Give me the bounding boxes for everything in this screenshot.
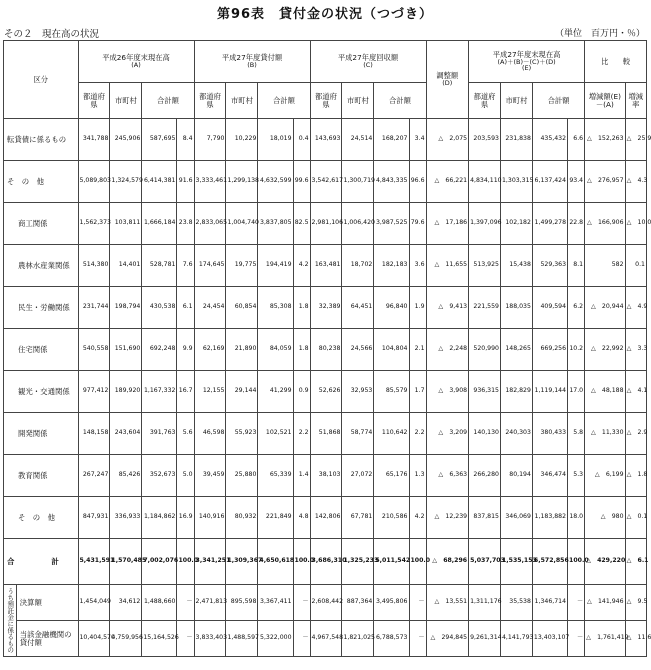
cell-value: 99.6 <box>293 161 310 203</box>
cell-value: 151,690 <box>110 329 142 371</box>
cell-value: 0.1 <box>625 245 646 287</box>
cell-value: 1,303,315 <box>501 161 533 203</box>
cell-value: 5.3 <box>568 455 585 497</box>
cell-value: 7,790 <box>194 119 226 161</box>
cell-value: 2,833,065 <box>194 203 226 245</box>
table-row <box>4 119 647 161</box>
cell-value: 4,632,599 <box>258 161 293 203</box>
cell-value: 6,137,424 <box>532 161 567 203</box>
cell-value: 1,821,025 <box>342 621 374 657</box>
cell-value: 341,788 <box>78 119 110 161</box>
cell-value: 67,781 <box>342 497 374 539</box>
cell-value: △ 980 <box>585 497 625 539</box>
row-label: 決算額 <box>16 585 78 621</box>
cell-value: 189,920 <box>110 371 142 413</box>
cell-value: 3,686,310 <box>310 539 342 585</box>
cell-value: 3,987,525 <box>374 203 409 245</box>
cell-value: 5,037,703 <box>469 539 501 585</box>
cell-value: 895,598 <box>226 585 258 621</box>
cell-value: 10.2 <box>568 329 585 371</box>
cell-value: 4,759,956 <box>110 621 142 657</box>
cell-value: 5,322,000 <box>258 621 293 657</box>
cell-value: △ 166,906 <box>585 203 625 245</box>
header-g5: 平成27年度末現在高 (A)＋(B)－(C)＋(D) (E) <box>469 41 585 83</box>
cell-value: 93.4 <box>568 161 585 203</box>
cell-value: 4.2 <box>409 497 426 539</box>
cell-value: 1,488,660 <box>142 585 177 621</box>
table-row <box>4 497 647 539</box>
cell-value: 3,341,251 <box>194 539 226 585</box>
row-label: 転貸債に係るもの <box>4 119 79 161</box>
cell-value: 100.0 <box>409 539 426 585</box>
cell-value: △ 22,992 <box>585 329 625 371</box>
cell-value: 528,781 <box>142 245 177 287</box>
cell-value: △ 68,296 <box>426 539 469 585</box>
cell-value: 1,666,184 <box>142 203 177 245</box>
cell-value: 85,579 <box>374 371 409 413</box>
cell-value: 1,183,882 <box>532 497 567 539</box>
cell-value: △ 10.0 <box>625 203 646 245</box>
cell-value: △ 4.9 <box>625 287 646 329</box>
cell-value: 104,804 <box>374 329 409 371</box>
table-row <box>4 621 647 657</box>
cell-value: 60,854 <box>226 287 258 329</box>
subtitle: その２ 現在高の状況 <box>4 29 100 40</box>
cell-value: 3,542,617 <box>310 161 342 203</box>
cell-value: △ 11,330 <box>585 413 625 455</box>
cell-value: 0.4 <box>293 119 310 161</box>
cell-value: 1,119,144 <box>532 371 567 413</box>
cell-value: 1,488,597 <box>226 621 258 657</box>
cell-value: △ 11.6 <box>625 621 646 657</box>
cell-value: 2.1 <box>409 329 426 371</box>
cell-value: 34,612 <box>110 585 142 621</box>
cell-value: 198,794 <box>110 287 142 329</box>
cell-value: △ 141,946 <box>585 585 625 621</box>
cell-value: △ 25.9 <box>625 119 646 161</box>
cell-value: 529,363 <box>532 245 567 287</box>
cell-value: 1,006,420 <box>342 203 374 245</box>
cell-value: 18.0 <box>568 497 585 539</box>
cell-value: 887,364 <box>342 585 374 621</box>
table-row <box>4 371 647 413</box>
side-label: うち預託金に係るもの <box>4 585 17 657</box>
cell-value: 1,309,367 <box>226 539 258 585</box>
cell-value: 1,311,176 <box>469 585 501 621</box>
cell-value: 80,932 <box>226 497 258 539</box>
cell-value: 221,559 <box>469 287 501 329</box>
cell-value: 430,538 <box>142 287 177 329</box>
row-label: 農林水産業関係 <box>4 245 79 287</box>
cell-value: － <box>177 585 194 621</box>
cell-value: 210,586 <box>374 497 409 539</box>
cell-value: 182,183 <box>374 245 409 287</box>
cell-value: 4,141,793 <box>501 621 533 657</box>
cell-value: 4.2 <box>293 245 310 287</box>
cell-value: 1,570,485 <box>110 539 142 585</box>
cell-value: 240,303 <box>501 413 533 455</box>
cell-value: 1,325,233 <box>342 539 374 585</box>
cell-value: 16.7 <box>177 371 194 413</box>
header-g2: 平成27年度貸付額 (B) <box>194 41 310 83</box>
cell-value: 46,598 <box>194 413 226 455</box>
table-row <box>4 287 647 329</box>
cell-value: 14,401 <box>110 245 142 287</box>
cell-value: 64,451 <box>342 287 374 329</box>
cell-value: 4,834,110 <box>469 161 501 203</box>
cell-value: 0.9 <box>293 371 310 413</box>
cell-value: 163,481 <box>310 245 342 287</box>
cell-value: 10,229 <box>226 119 258 161</box>
row-label: 商工関係 <box>4 203 79 245</box>
cell-value: 62,169 <box>194 329 226 371</box>
cell-value: 25,880 <box>226 455 258 497</box>
header-g3: 平成27年度回収額 (C) <box>310 41 426 83</box>
cell-value: 15,438 <box>501 245 533 287</box>
cell-value: 96.6 <box>409 161 426 203</box>
cell-value: 977,412 <box>78 371 110 413</box>
cell-value: 182,829 <box>501 371 533 413</box>
cell-value: 3,837,805 <box>258 203 293 245</box>
cell-value: 1.9 <box>409 287 426 329</box>
unit-note: （単位 百万円・％） <box>554 29 645 39</box>
cell-value: 346,069 <box>501 497 533 539</box>
header-todofuken: 都道府県 <box>310 83 342 119</box>
cell-value: △ 3,209 <box>426 413 469 455</box>
cell-value: 168,207 <box>374 119 409 161</box>
cell-value: － <box>177 621 194 657</box>
cell-value: △ 9.5 <box>625 585 646 621</box>
cell-value: － <box>409 585 426 621</box>
cell-value: 80,194 <box>501 455 533 497</box>
cell-value: 103,811 <box>110 203 142 245</box>
table-row <box>4 413 647 455</box>
cell-value: 1,184,862 <box>142 497 177 539</box>
cell-value: 5,089,803 <box>78 161 110 203</box>
row-label: そ の 他 <box>4 161 79 203</box>
cell-value: 391,763 <box>142 413 177 455</box>
cell-value: － <box>568 585 585 621</box>
cell-value: － <box>293 585 310 621</box>
cell-value: 7.6 <box>177 245 194 287</box>
cell-value: 52,626 <box>310 371 342 413</box>
cell-value: 2.2 <box>293 413 310 455</box>
cell-value: 65,176 <box>374 455 409 497</box>
cell-value: 5,431,591 <box>78 539 110 585</box>
table-row <box>4 245 647 287</box>
cell-value: 1.4 <box>293 455 310 497</box>
cell-value: 3,495,806 <box>374 585 409 621</box>
cell-value: 1,004,740 <box>226 203 258 245</box>
header-shichoson: 市町村 <box>342 83 374 119</box>
cell-value: 12,155 <box>194 371 226 413</box>
cell-value: 143,693 <box>310 119 342 161</box>
cell-value: 110,642 <box>374 413 409 455</box>
table-row <box>4 455 647 497</box>
cell-value: 8.4 <box>177 119 194 161</box>
cell-value: 174,645 <box>194 245 226 287</box>
cell-value: 582 <box>585 245 625 287</box>
cell-value: 5,011,542 <box>374 539 409 585</box>
cell-value: △ 20,944 <box>585 287 625 329</box>
row-label: 観光・交通関係 <box>4 371 79 413</box>
cell-value: 2.2 <box>409 413 426 455</box>
cell-value: △ 6.1 <box>625 539 646 585</box>
cell-value: △ 66,221 <box>426 161 469 203</box>
cell-value: 1,535,153 <box>501 539 533 585</box>
header-shichoson: 市町村 <box>226 83 258 119</box>
cell-value: 514,380 <box>78 245 110 287</box>
row-label: そ の 他 <box>4 497 79 539</box>
header-gokei: 合計額 <box>258 83 310 119</box>
cell-value: 669,256 <box>532 329 567 371</box>
cell-value: 1.8 <box>293 287 310 329</box>
row-label: 開発関係 <box>4 413 79 455</box>
cell-value: 267,247 <box>78 455 110 497</box>
cell-value: 140,130 <box>469 413 501 455</box>
cell-value: 51,868 <box>310 413 342 455</box>
cell-value: 245,906 <box>110 119 142 161</box>
cell-value: 80,238 <box>310 329 342 371</box>
cell-value: 2,981,106 <box>310 203 342 245</box>
cell-value: △ 4.3 <box>625 161 646 203</box>
cell-value: 4,843,335 <box>374 161 409 203</box>
cell-value: 520,990 <box>469 329 501 371</box>
header-g1: 平成26年度末現在高 (A) <box>78 41 194 83</box>
cell-value: 148,265 <box>501 329 533 371</box>
cell-value: 140,916 <box>194 497 226 539</box>
cell-value: 1.3 <box>409 455 426 497</box>
cell-value: 4,650,618 <box>258 539 293 585</box>
cell-value: 91.6 <box>177 161 194 203</box>
cell-value: 5.0 <box>177 455 194 497</box>
cell-value: 847,931 <box>78 497 110 539</box>
cell-value: △ 2,248 <box>426 329 469 371</box>
cell-value: 231,744 <box>78 287 110 329</box>
cell-value: 100.0 <box>177 539 194 585</box>
cell-value: 38,103 <box>310 455 342 497</box>
row-label: 住宅関係 <box>4 329 79 371</box>
header-gokei: 合計額 <box>532 83 584 119</box>
cell-value: △ 6,199 <box>585 455 625 497</box>
cell-value: 194,419 <box>258 245 293 287</box>
cell-value: 55,923 <box>226 413 258 455</box>
cell-value: 513,925 <box>469 245 501 287</box>
cell-value: △ 3.3 <box>625 329 646 371</box>
header-todofuken: 都道府県 <box>194 83 226 119</box>
cell-value: 148,158 <box>78 413 110 455</box>
cell-value: 24,514 <box>342 119 374 161</box>
header-kubun: 区分 <box>4 41 79 119</box>
cell-value: 435,432 <box>532 119 567 161</box>
row-label: 教育関係 <box>4 455 79 497</box>
cell-value: 4.8 <box>293 497 310 539</box>
cell-value: △ 17,186 <box>426 203 469 245</box>
cell-value: 58,774 <box>342 413 374 455</box>
cell-value: 188,035 <box>501 287 533 329</box>
header-todofuken: 都道府県 <box>469 83 501 119</box>
page-title: 第96表 貸付金の状況（つづき） <box>216 7 434 22</box>
cell-value: 29,144 <box>226 371 258 413</box>
cell-value: － <box>293 621 310 657</box>
cell-value: 6.2 <box>568 287 585 329</box>
cell-value: 13,403,107 <box>532 621 567 657</box>
cell-value: 266,280 <box>469 455 501 497</box>
table-row <box>4 203 647 245</box>
cell-value: 8.1 <box>568 245 585 287</box>
cell-value: 7,002,076 <box>142 539 177 585</box>
cell-value: △ 2.9 <box>625 413 646 455</box>
row-label: 合 計 <box>4 539 79 585</box>
cell-value: － <box>568 621 585 657</box>
cell-value: 100.0 <box>293 539 310 585</box>
cell-value: △ 1.8 <box>625 455 646 497</box>
cell-value: 1,562,373 <box>78 203 110 245</box>
cell-value: 936,315 <box>469 371 501 413</box>
cell-value: 409,594 <box>532 287 567 329</box>
cell-value: 24,566 <box>342 329 374 371</box>
cell-value: 837,815 <box>469 497 501 539</box>
cell-value: 380,433 <box>532 413 567 455</box>
cell-value: 32,953 <box>342 371 374 413</box>
cell-value: △ 4.1 <box>625 371 646 413</box>
cell-value: 65,339 <box>258 455 293 497</box>
row-label: 民生・労働関係 <box>4 287 79 329</box>
cell-value: 1,454,049 <box>78 585 110 621</box>
cell-value: △ 9,413 <box>426 287 469 329</box>
cell-value: 18,702 <box>342 245 374 287</box>
cell-value: 1.7 <box>409 371 426 413</box>
cell-value: 6.1 <box>177 287 194 329</box>
cell-value: 19,775 <box>226 245 258 287</box>
header-todofuken: 都道府県 <box>78 83 110 119</box>
table-row <box>4 329 647 371</box>
cell-value: 1,499,278 <box>532 203 567 245</box>
header-shichoson: 市町村 <box>501 83 533 119</box>
header-zogen-ritsu: 増減率 <box>625 83 646 119</box>
table-row <box>4 161 647 203</box>
cell-value: 5.8 <box>568 413 585 455</box>
cell-value: 352,673 <box>142 455 177 497</box>
cell-value: 3,333,461 <box>194 161 226 203</box>
cell-value: △ 12,239 <box>426 497 469 539</box>
cell-value: △ 152,263 <box>585 119 625 161</box>
cell-value: △ 1,761,419 <box>585 621 625 657</box>
cell-value: 24,454 <box>194 287 226 329</box>
cell-value: 1,324,579 <box>110 161 142 203</box>
cell-value: 22.8 <box>568 203 585 245</box>
header-gokei: 合計額 <box>374 83 426 119</box>
cell-value: 15,164,526 <box>142 621 177 657</box>
cell-value: △ 48,188 <box>585 371 625 413</box>
table-row <box>4 539 647 585</box>
cell-value: 6,788,573 <box>374 621 409 657</box>
cell-value: △ 276,957 <box>585 161 625 203</box>
cell-value: 102,521 <box>258 413 293 455</box>
header-comp: 比 較 <box>585 41 647 83</box>
cell-value: △ 294,845 <box>426 621 469 657</box>
cell-value: 85,308 <box>258 287 293 329</box>
cell-value: △ 6,363 <box>426 455 469 497</box>
cell-value: 102,182 <box>501 203 533 245</box>
cell-value: 1,300,719 <box>342 161 374 203</box>
cell-value: 1.8 <box>293 329 310 371</box>
cell-value: △ 429,220 <box>585 539 625 585</box>
cell-value: 27,072 <box>342 455 374 497</box>
cell-value: 39,459 <box>194 455 226 497</box>
cell-value: 84,059 <box>258 329 293 371</box>
table-row <box>4 585 647 621</box>
cell-value: 203,593 <box>469 119 501 161</box>
cell-value: 692,248 <box>142 329 177 371</box>
cell-value: 41,299 <box>258 371 293 413</box>
cell-value: 3,367,411 <box>258 585 293 621</box>
cell-value: 9,261,314 <box>469 621 501 657</box>
cell-value: 3.4 <box>409 119 426 161</box>
cell-value: 3.6 <box>409 245 426 287</box>
cell-value: 23.8 <box>177 203 194 245</box>
cell-value: 221,849 <box>258 497 293 539</box>
cell-value: 1,397,096 <box>469 203 501 245</box>
cell-value: 9.9 <box>177 329 194 371</box>
cell-value: △ 13,551 <box>426 585 469 621</box>
cell-value: 85,426 <box>110 455 142 497</box>
cell-value: 1,346,714 <box>532 585 567 621</box>
cell-value: 17.0 <box>568 371 585 413</box>
cell-value: 6,414,381 <box>142 161 177 203</box>
cell-value: 346,474 <box>532 455 567 497</box>
cell-value: 243,604 <box>110 413 142 455</box>
cell-value: △ 2,075 <box>426 119 469 161</box>
cell-value: 142,806 <box>310 497 342 539</box>
cell-value: 5.6 <box>177 413 194 455</box>
cell-value: 3,833,403 <box>194 621 226 657</box>
cell-value: 96,840 <box>374 287 409 329</box>
header-gokei: 合計額 <box>142 83 194 119</box>
cell-value: 6.6 <box>568 119 585 161</box>
cell-value: 35,538 <box>501 585 533 621</box>
cell-value: 1,299,138 <box>226 161 258 203</box>
cell-value: 587,695 <box>142 119 177 161</box>
cell-value: 6,572,856 <box>532 539 567 585</box>
cell-value: 16.9 <box>177 497 194 539</box>
header-adj: 調整額 (D) <box>426 41 469 119</box>
cell-value: 336,933 <box>110 497 142 539</box>
loan-balance-table <box>3 40 651 657</box>
cell-value: 2,608,442 <box>310 585 342 621</box>
cell-value: 231,838 <box>501 119 533 161</box>
cell-value: 100.0 <box>568 539 585 585</box>
cell-value: 79.6 <box>409 203 426 245</box>
cell-value: 540,558 <box>78 329 110 371</box>
header-zogen-gaku: 増減額(E)－(A) <box>585 83 625 119</box>
cell-value: 1,167,332 <box>142 371 177 413</box>
cell-value: △ 0.1 <box>625 497 646 539</box>
cell-value: 2,471,813 <box>194 585 226 621</box>
cell-value: 4,967,548 <box>310 621 342 657</box>
header-shichoson: 市町村 <box>110 83 142 119</box>
cell-value: 10,404,570 <box>78 621 110 657</box>
cell-value: △ 3,908 <box>426 371 469 413</box>
row-label: 当該金融機関の貸付額 <box>16 621 78 657</box>
cell-value: 21,890 <box>226 329 258 371</box>
cell-value: △ 11,655 <box>426 245 469 287</box>
cell-value: 18,019 <box>258 119 293 161</box>
cell-value: 82.5 <box>293 203 310 245</box>
cell-value: － <box>409 621 426 657</box>
cell-value: 32,389 <box>310 287 342 329</box>
